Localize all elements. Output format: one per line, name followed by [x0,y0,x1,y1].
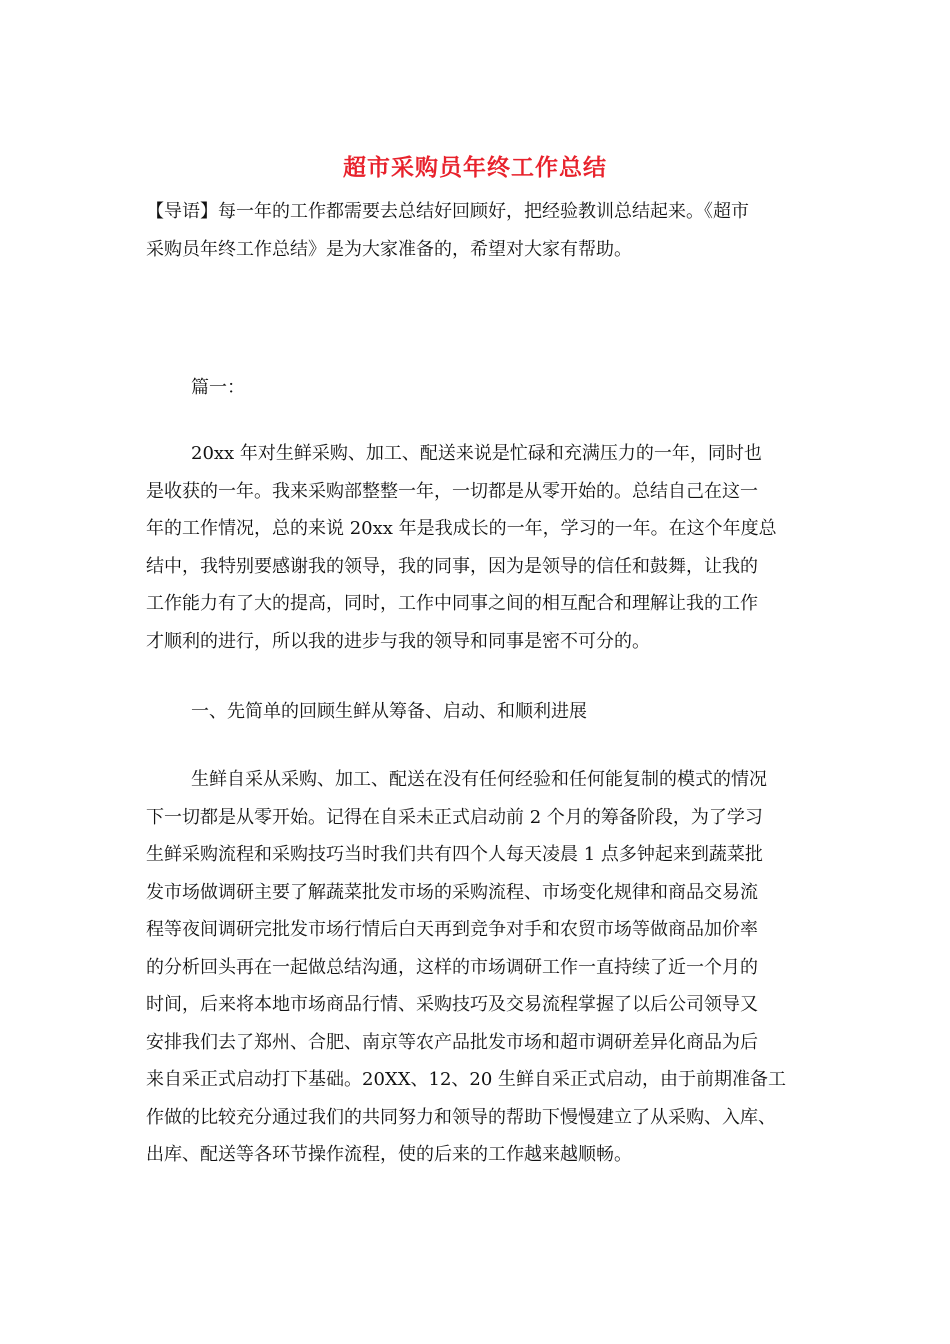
paragraph-line: 作做的比较充分通过我们的共同努力和领导的帮助下慢慢建立了从采购、入库、 [146,1106,776,1128]
section-heading-block [146,369,806,407]
paragraph-1 [146,435,806,660]
paragraph-line: 年的工作情况，总的来说 20xx 年是我成长的一年，学习的一年。在这个年度总 [146,518,777,539]
paragraph-2 [146,761,806,1174]
paragraph-line: 程等夜间调研完批发市场行情后白天再到竞争对手和农贸市场等做商品加价率 [146,919,758,940]
intro-line: 【导语】每一年的工作都需要去总结好回顾好，把经验教训总结起来。《超市 [146,201,749,222]
paragraph-line: 安排我们去了郑州、合肥、南京等农产品批发市场和超市调研差异化商品为后 [146,1031,758,1053]
section-heading: 篇一： [191,377,245,398]
paragraph-line: 的分析回头再在一起做总结沟通，这样的市场调研工作一直持续了近一个月的 [146,956,758,978]
paragraph-line: 来自采正式启动打下基础。20XX、12、20 生鲜自采正式启动，由于前期准备工 [146,1069,787,1090]
paragraph-line: 生鲜采购流程和采购技巧当时我们共有四个人每天凌晨 1 点多钟起来到蔬菜批 [146,844,763,865]
paragraph-line: 20xx 年对生鲜采购、加工、配送来说是忙碌和充满压力的一年，同时也 [191,443,762,464]
paragraph-line: 下一切都是从零开始。记得在自采未正式启动前 2 个月的筹备阶段，为了学习 [146,806,763,828]
paragraph-line: 时间，后来将本地市场商品行情、采购技巧及交易流程掌握了以后公司领导又 [146,994,758,1015]
paragraph-line: 出库、配送等各环节操作流程，使的后来的工作越来越顺畅。 [146,1144,632,1165]
intro-paragraph [146,193,806,268]
paragraph-line: 才顺利的进行，所以我的进步与我的领导和同事是密不可分的。 [146,630,650,652]
paragraph-line: 工作能力有了大的提高，同时，工作中同事之间的相互配合和理解让我的工作 [146,593,758,614]
subheading: 一、先简单的回顾生鲜从筹备、启动、和顺利进展 [191,701,587,722]
intro-line: 采购员年终工作总结》是为大家准备的，希望对大家有帮助。 [146,238,632,260]
paragraph-line: 生鲜自采从采购、加工、配送在没有任何经验和任何能复制的模式的情况 [191,769,767,790]
paragraph-line: 结中，我特别要感谢我的领导，我的同事，因为是领导的信任和鼓舞，让我的 [146,555,758,577]
paragraph-line: 是收获的一年。我来采购部整整一年，一切都是从零开始的。总结自己在这一 [146,480,758,502]
document-title: 超市采购员年终工作总结 [343,154,607,181]
paragraph-line: 发市场做调研主要了解蔬菜批发市场的采购流程、市场变化规律和商品交易流 [146,881,758,903]
subheading-block [146,693,806,731]
